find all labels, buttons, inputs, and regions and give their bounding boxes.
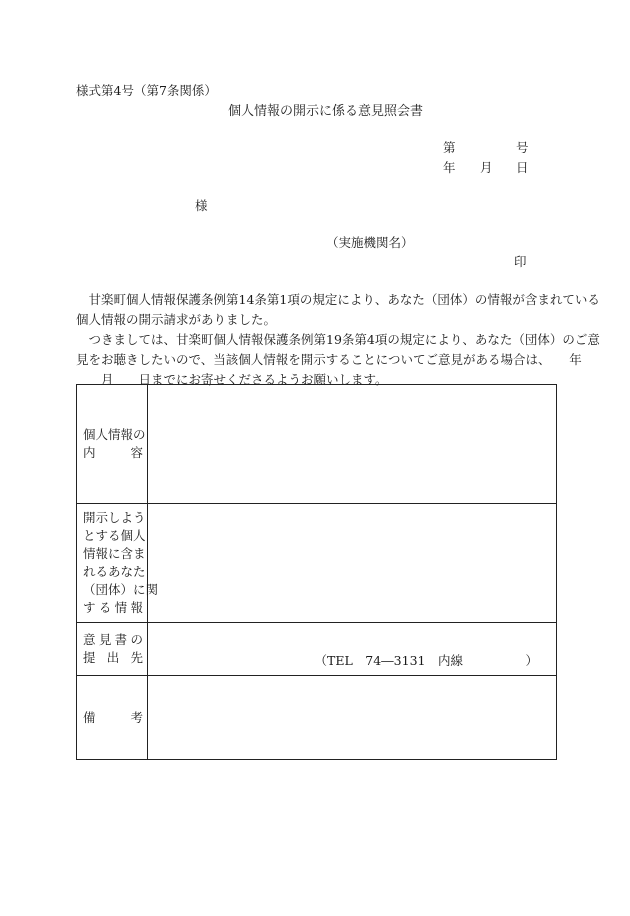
- label-line: 開示しよう: [83, 510, 146, 525]
- label-line: 個人情報の: [83, 427, 146, 442]
- table-row-your-info: [77, 504, 557, 623]
- body-line: 月 日までにお寄せくださるようお願いします。: [76, 372, 388, 387]
- label-char: 容: [130, 445, 143, 460]
- seal-mark: 印: [514, 254, 527, 269]
- label-char: 見: [98, 632, 112, 647]
- label-char: 提: [83, 650, 96, 665]
- label-char: 情: [114, 600, 128, 615]
- table-row-personal-info: [77, 385, 557, 504]
- body-paragraph-1: [76, 290, 600, 330]
- body-line: つきましては、甘楽町個人情報保護条例第19条第4項の規定により、あなた（団体）のご意: [76, 332, 600, 347]
- label-line: [83, 444, 147, 462]
- date-year: 年: [443, 160, 456, 175]
- field-your-info[interactable]: [148, 504, 557, 623]
- label-line: （団体）に関: [83, 582, 159, 597]
- addressee-honorific: 様: [195, 198, 208, 213]
- date-month: 月: [480, 160, 493, 175]
- field-remarks[interactable]: [148, 676, 557, 760]
- label-line: [83, 599, 147, 617]
- reference-number-prefix: 第: [443, 140, 456, 155]
- document-title: 個人情報の開示に係る意見照会書: [228, 104, 424, 119]
- label-personal-info-content: [77, 385, 148, 504]
- label-remarks: [77, 676, 148, 760]
- form-number: 様式第4号（第7条関係）: [76, 83, 217, 98]
- label-char: 報: [130, 600, 143, 615]
- label-char: 考: [130, 709, 143, 725]
- label-char: 意: [83, 632, 96, 647]
- field-personal-info-content[interactable]: [148, 385, 557, 504]
- table-row-remarks: [77, 676, 557, 760]
- label-your-info: [77, 504, 159, 623]
- label-line: 情報に含ま: [83, 546, 146, 561]
- date-day: 日: [516, 160, 529, 175]
- label-char: 書: [114, 632, 128, 647]
- label-line: とする個人: [83, 528, 146, 543]
- label-char: る: [98, 600, 112, 615]
- label-char: 備: [83, 709, 96, 725]
- body-line: 見をお聴きしたいので、当該個人情報を開示することについてご意見がある場合は、 年: [76, 352, 582, 367]
- label-line: [83, 649, 147, 667]
- label-line: れるあなた: [83, 564, 146, 579]
- body-text: [76, 290, 600, 390]
- label-char: 出: [106, 650, 120, 665]
- table-row-submission: [77, 623, 557, 676]
- field-submission-destination[interactable]: [148, 623, 557, 676]
- reference-number-suffix: 号: [516, 140, 529, 155]
- body-paragraph-2: [76, 330, 600, 390]
- sender-agency: （実施機関名）: [326, 235, 414, 250]
- label-char: 内: [83, 445, 96, 460]
- label-line: [83, 631, 147, 649]
- label-submission-destination: [77, 623, 148, 676]
- body-line: 甘楽町個人情報保護条例第14条第1項の規定により、あなた（団体）の情報が含まれている: [76, 292, 600, 307]
- label-char: の: [130, 632, 143, 647]
- label-line: [83, 709, 147, 727]
- telephone-extension: （TEL 74―3131 内線 ）: [314, 653, 538, 668]
- body-line: 個人情報の開示請求がありました。: [76, 312, 277, 327]
- opinion-table: [76, 384, 557, 760]
- label-char: 先: [130, 650, 143, 665]
- label-char: す: [83, 600, 96, 615]
